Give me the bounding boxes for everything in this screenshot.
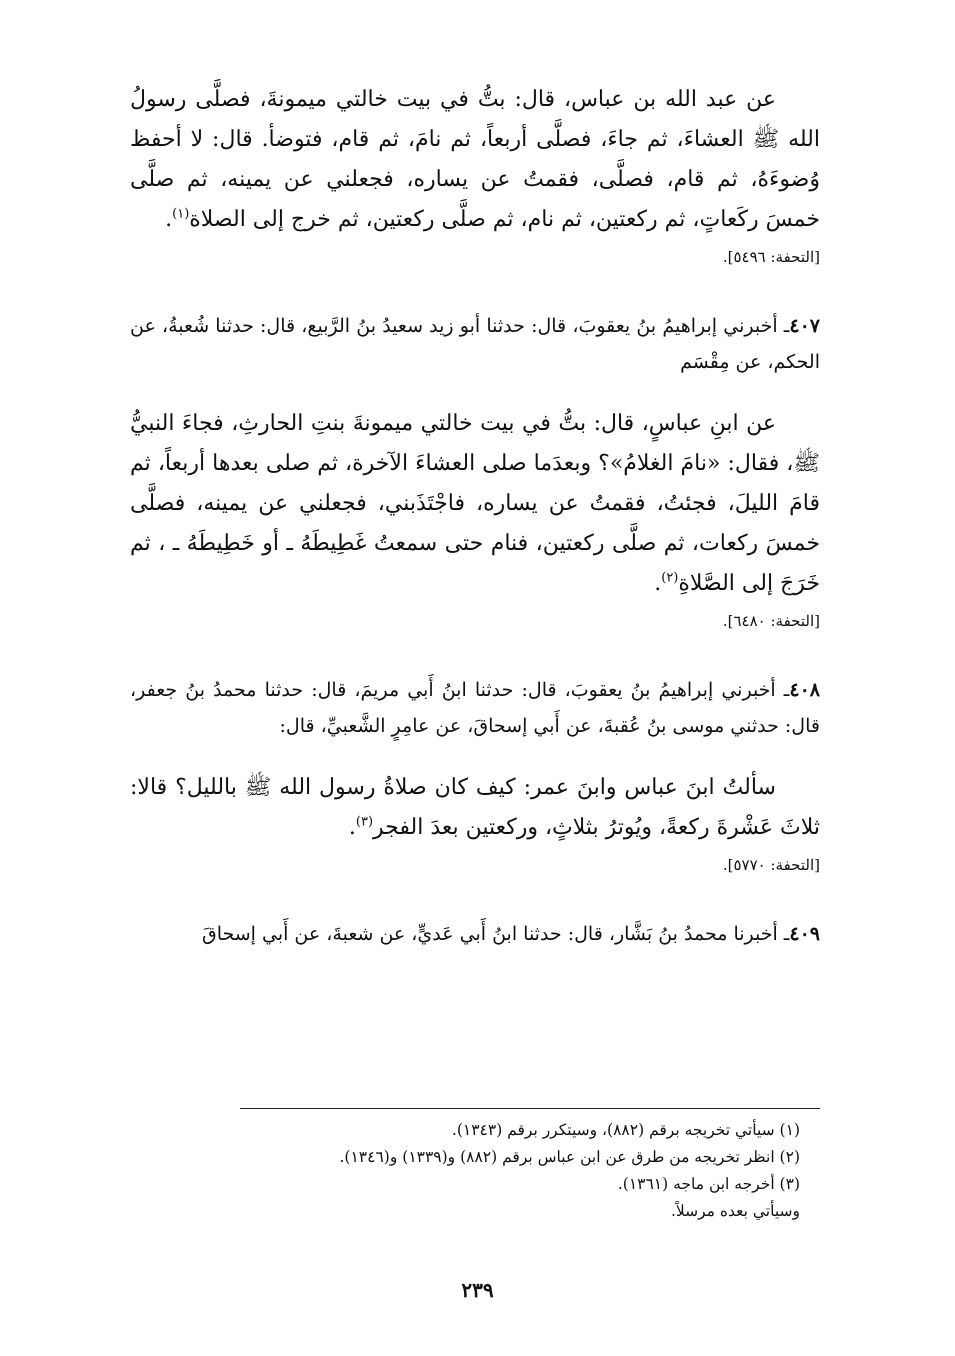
page-number: ٢٣٩	[461, 1278, 494, 1302]
footnote-3-continuation: وسيأتي بعده مرسلاً.	[670, 1202, 800, 1220]
footnote-mark-1[interactable]: (١)	[172, 206, 190, 222]
isnad-408: ٤٠٨ـ أخبرني إبراهيمُ بنُ يعقوبَ، قال: حدثنا ابنُ أَبي مريمَ، قال: حدثنا محمدُ بنُ جعفر، قال: حدثني موسى بنُ عُقبةَ، عن أَبي إسحاقَ، عن عامِرٍ الشَّعبيِّ، قال:	[130, 679, 820, 737]
hadith-number-408: ٤٠٨	[789, 679, 820, 701]
hadith-text-407: عن ابنِ عباسٍ، قال: بتُّ في بيت خالتي ميمونةَ بنتِ الحارثِ، فجاءَ النبيُّ ﷺ، فقال: «نامَ الغلامُ»؟ وبعدَما صلى العشاءَ الآخرة، ثم صلى بعدها أربعاً، ثم قامَ الليلَ، فجئتُ، فقمتُ عن يساره، فاجْتَذَبني، فجعلني عن يمينه، فصلَّى خمسَ ركعات، ثم صلَّى ركعتين، فنام حتى سمعتُ غَطِيطَهُ ـ أو خَطِيطَهُ ـ ، ثم خَرَجَ إلى الصَّلاةِ$^{(٢)}$.	[130, 411, 820, 596]
footnote-2: (٢) انظر تخريجه من طرق عن ابن عباس برقم (٨٨٢) و(١٣٣٩) و(١٣٤٦).	[339, 1148, 800, 1166]
isnad-407: ٤٠٧ـ أخبرني إبراهيمُ بنُ يعقوبَ، قال: حدثنا أبو زيد سعيدُ بنُ الرَّبيع، قال: حدثنا شُعبةُ، عن الحكم، عن مِقْسَم	[130, 315, 820, 373]
footnote-mark-2[interactable]: (٢)	[661, 570, 679, 586]
page-body	[130, 80, 820, 952]
footnote-3: (٣) أخرجه ابن ماجه (١٣٦١).	[617, 1175, 800, 1193]
footnote-1: (١) سيأتي تخريجه برقم (٨٨٢)، وسيتكرر برقم (١٣٤٣).	[451, 1121, 800, 1139]
isnad-409: ٤٠٩ـ أخبرنا محمدُ بنُ بَشَّار، قال: حدثنا ابنُ أَبي عَديٍّ، عن شعبةَ، عن أَبي إسحاقَ	[201, 923, 820, 945]
hadith-number-407: ٤٠٧	[789, 315, 820, 337]
footnote-mark-3[interactable]: (٣)	[355, 814, 374, 830]
hadith-number-409: ٤٠٩	[789, 923, 820, 945]
tuhfa-reference-2: [التحفة: ٦٤٨٠].	[722, 612, 820, 630]
hadith-text-1: عن عبد الله بن عباس، قال: بتُّ في بيت خالتي ميمونةَ، فصلَّى رسولُ الله ﷺ العشاءَ، ثم جاءَ، فصلَّى أربعاً، ثم نامَ، ثم قام، فتوضأ. قال: لا أحفظ وُضوءَهُ، ثم قام، فصلَّى، فقمتُ عن يساره، فجعلني عن يمينه، ثم صلَّى خمسَ ركَعاتٍ، ثم ركعتين، ثم نام، ثم صلَّى ركعتين، ثم خرج إلى الصلاة$^{(١)}$.	[130, 87, 820, 232]
footnotes	[240, 1108, 820, 1225]
hadith-text-408: سألتُ ابنَ عباس وابنَ عمر: كيف كان صلاةُ رسول الله ﷺ بالليل؟ قالا: ثلاثَ عَشْرةَ ركعةً، ويُوترُ بثلاثٍ، وركعتين بعدَ الفجر$^{(٣)}$.	[130, 775, 820, 840]
tuhfa-reference-3: [التحفة: ٥٧٧٠].	[722, 856, 820, 874]
tuhfa-reference-1: [التحفة: ٥٤٩٦].	[722, 248, 820, 266]
